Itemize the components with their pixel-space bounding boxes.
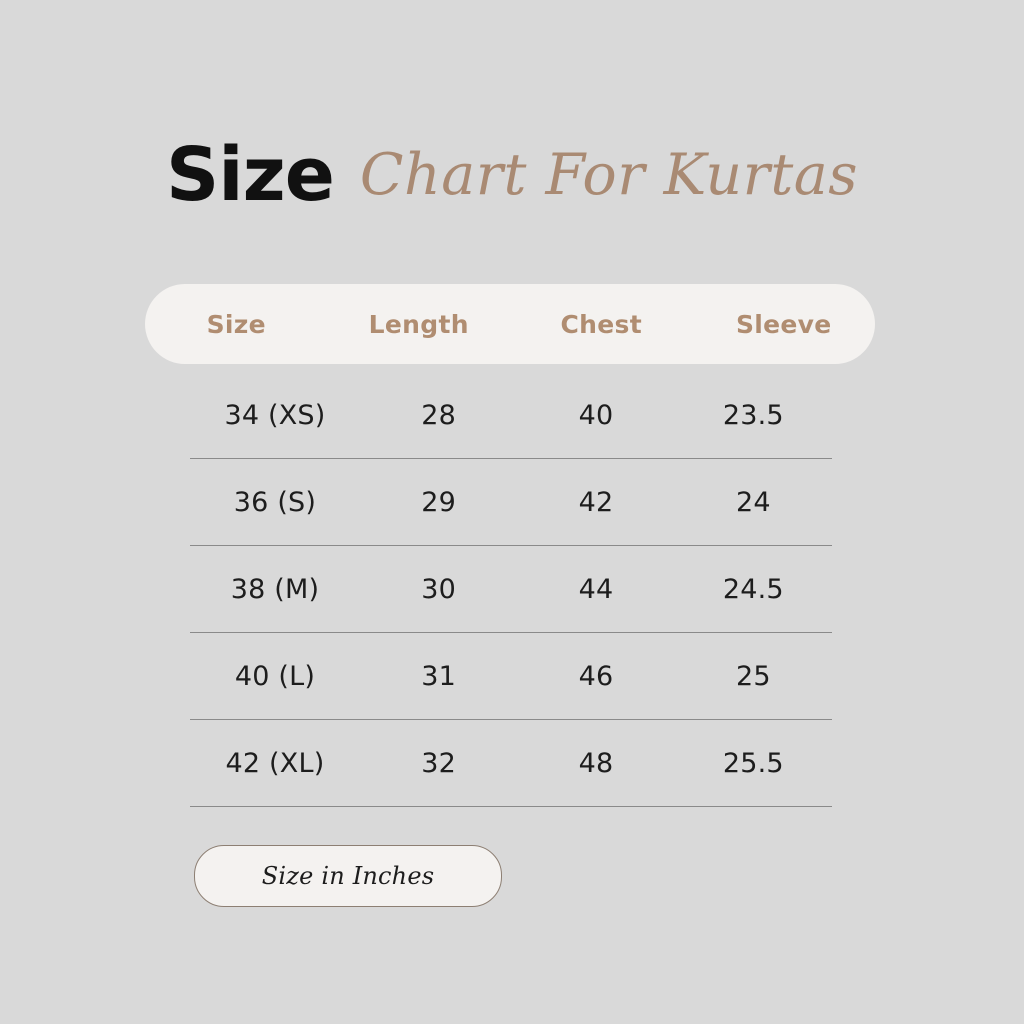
title-script-text: Chart For Kurtas <box>359 142 859 208</box>
cell-length: 28 <box>421 399 456 431</box>
title-bold-text: Size <box>165 132 334 218</box>
cell-sleeve: 25.5 <box>722 747 784 779</box>
cell-chest: 44 <box>578 573 614 605</box>
cell-size: 42 (XL) <box>225 747 325 779</box>
cell-chest: 42 <box>578 486 614 518</box>
cell-sleeve: 25 <box>735 660 771 692</box>
page-title <box>0 132 1024 218</box>
column-header-length: Length <box>368 309 469 339</box>
table-row <box>190 546 832 633</box>
cell-size: 38 (M) <box>230 573 320 605</box>
table-row <box>190 720 832 807</box>
cell-size: 40 (L) <box>234 660 316 692</box>
column-header-chest: Chest <box>560 309 642 339</box>
cell-chest: 48 <box>578 747 614 779</box>
table-body <box>190 372 832 807</box>
cell-sleeve: 24 <box>735 486 771 518</box>
table-row <box>190 633 832 720</box>
table-row <box>190 372 832 459</box>
cell-length: 31 <box>421 660 456 692</box>
table-header <box>145 284 875 364</box>
column-header-size: Size <box>206 309 266 339</box>
cell-sleeve: 23.5 <box>722 399 784 431</box>
column-header-sleeve: Sleeve <box>735 309 832 339</box>
units-badge <box>194 845 502 907</box>
table-row <box>190 459 832 546</box>
cell-sleeve: 24.5 <box>722 573 784 605</box>
cell-chest: 40 <box>578 399 614 431</box>
cell-size: 34 (XS) <box>224 399 326 431</box>
cell-length: 32 <box>421 747 456 779</box>
cell-length: 30 <box>421 573 456 605</box>
cell-size: 36 (S) <box>233 486 317 518</box>
units-badge-label: Size in Inches <box>261 862 435 890</box>
cell-length: 29 <box>421 486 456 518</box>
cell-chest: 46 <box>578 660 614 692</box>
